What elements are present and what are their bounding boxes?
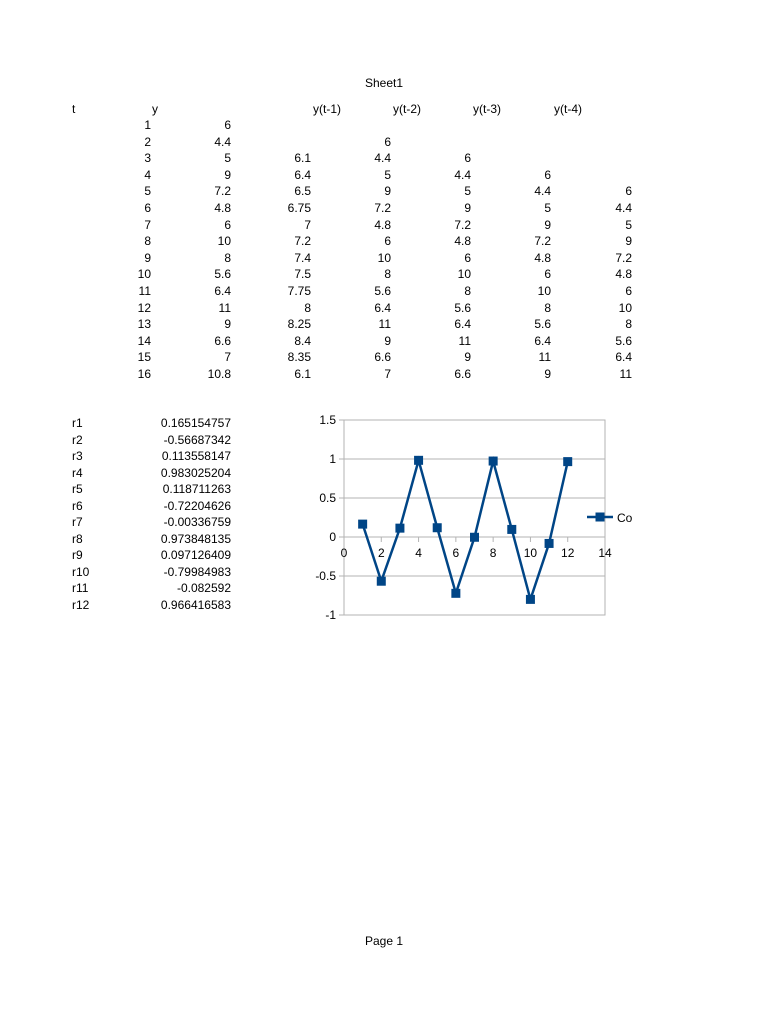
cell-d: 6.4	[374, 300, 391, 315]
cell-f: 9	[544, 367, 551, 381]
cell-f: 4.4	[534, 184, 551, 199]
header-lag1: y(t-1)	[313, 102, 341, 116]
cell-c: 6.5	[294, 184, 311, 199]
y-tick-label: -1	[325, 608, 336, 622]
cell-e: 6.4	[454, 317, 471, 332]
cell-f: 6	[544, 267, 551, 282]
r-value: -0.082592	[176, 581, 231, 595]
r-label: r2	[72, 432, 83, 447]
cell-t: 9	[144, 250, 151, 265]
cell-c: 7.75	[287, 284, 311, 298]
cell-f: 8	[544, 300, 551, 315]
y-tick-label: 1	[329, 452, 336, 466]
r-label: r1	[72, 416, 83, 430]
cell-t: 3	[144, 151, 151, 166]
cell-y: 10	[217, 234, 231, 249]
r-value: 0.165154757	[160, 416, 231, 430]
cell-y: 4.8	[214, 201, 231, 215]
page-footer: Page 1	[364, 934, 404, 948]
cell-t: 1	[144, 118, 151, 132]
cell-y: 9	[224, 317, 231, 332]
cell-c: 6.4	[294, 167, 311, 182]
cell-t: 5	[144, 184, 151, 199]
r-value: 0.983025204	[160, 465, 231, 480]
cell-f: 5.6	[534, 317, 551, 332]
plot-frame	[344, 420, 605, 615]
cell-e: 4.8	[454, 234, 471, 249]
r-label: r10	[72, 564, 90, 579]
data-point	[470, 533, 479, 542]
x-tick-label: 4	[415, 546, 422, 560]
cell-c: 8.35	[287, 350, 311, 365]
cell-c: 7.5	[294, 267, 311, 282]
header-y: y	[152, 102, 158, 116]
chart-legend	[587, 511, 633, 525]
cell-d: 6.6	[374, 350, 391, 365]
r-value: -0.72204626	[163, 498, 231, 513]
cell-c: 6.1	[294, 367, 311, 381]
chart-series	[358, 456, 572, 604]
cell-d: 9	[384, 333, 391, 348]
cell-y: 6.4	[214, 284, 231, 298]
r-value: 0.118711263	[162, 482, 231, 496]
x-tick-label: 0	[340, 546, 348, 560]
r-label: r6	[72, 498, 83, 513]
data-point	[377, 577, 386, 586]
cell-t: 16	[137, 367, 151, 381]
cell-g: 9	[625, 234, 632, 249]
y-tick-label: 0.5	[319, 491, 336, 505]
sheet-title: Sheet1	[364, 76, 404, 90]
data-point	[451, 589, 460, 598]
cell-t: 14	[137, 333, 151, 348]
data-point	[507, 525, 516, 534]
cell-e: 8	[464, 284, 471, 298]
data-point	[545, 539, 554, 548]
cell-c: 8	[304, 300, 311, 315]
cell-y: 11	[218, 300, 231, 315]
cell-t: 6	[144, 201, 151, 215]
y-tick-label: -0.5	[315, 569, 336, 583]
cell-d: 7.2	[374, 201, 391, 215]
r-value: -0.56687342	[163, 432, 231, 447]
cell-c: 7.4	[294, 250, 311, 265]
x-tick-label: 14	[598, 546, 612, 560]
data-point	[489, 457, 498, 466]
cell-t: 12	[137, 300, 151, 315]
cell-e: 4.4	[454, 167, 471, 182]
cell-f: 6	[544, 167, 551, 182]
cell-g: 7.2	[615, 250, 632, 265]
chart-grid	[344, 420, 605, 615]
x-tick-label: 2	[377, 546, 385, 560]
cell-g: 5.6	[615, 333, 632, 348]
cell-y: 5	[224, 151, 231, 166]
cell-y: 8	[224, 250, 231, 265]
cell-f: 10	[537, 284, 551, 298]
cell-f: 11	[538, 350, 551, 365]
cell-e: 9	[464, 350, 471, 365]
legend-label: Co	[617, 511, 633, 525]
cell-f: 9	[544, 217, 551, 232]
cell-d: 7	[384, 367, 391, 381]
cell-t: 7	[144, 217, 151, 232]
cell-y: 4.4	[214, 134, 231, 149]
header-lag3: y(t-3)	[473, 102, 501, 116]
cell-c: 8.25	[287, 317, 311, 332]
cell-f: 6.4	[534, 333, 551, 348]
header-lag4: y(t-4)	[554, 102, 582, 116]
cell-e: 5.6	[454, 300, 471, 315]
cell-y: 10.8	[207, 367, 231, 381]
cell-y: 6	[224, 118, 231, 132]
header-lag2: y(t-2)	[393, 102, 421, 116]
cell-d: 6	[384, 134, 391, 149]
cell-d: 4.8	[374, 217, 391, 232]
r-label: r7	[72, 515, 83, 529]
cell-e: 5	[464, 184, 471, 199]
cell-t: 11	[138, 284, 151, 298]
cell-d: 9	[384, 184, 391, 199]
cell-y: 6.6	[214, 333, 231, 348]
r-label: r8	[72, 531, 83, 546]
x-tick-label: 8	[489, 546, 497, 560]
cell-d: 10	[377, 250, 391, 265]
data-point	[433, 523, 442, 532]
cell-e: 9	[464, 201, 471, 215]
cell-g: 11	[619, 367, 632, 381]
cell-g: 6	[625, 284, 632, 298]
cell-f: 4.8	[534, 250, 551, 265]
r-value: 0.966416583	[160, 597, 231, 612]
r-label: r5	[72, 482, 83, 496]
cell-f: 5	[544, 201, 551, 215]
cell-g: 8	[625, 317, 632, 332]
x-tick-label: 10	[523, 546, 538, 560]
y-tick-label: 0	[329, 530, 336, 544]
r-label: r3	[72, 449, 83, 463]
cell-g: 6	[625, 184, 632, 199]
r-value: -0.00336759	[163, 515, 231, 529]
correlogram-chart	[300, 408, 640, 622]
cell-c: 6.1	[294, 151, 311, 166]
cell-d: 11	[378, 317, 391, 332]
cell-e: 11	[458, 333, 471, 348]
r-value: 0.097126409	[160, 548, 231, 562]
cell-c: 7	[304, 217, 311, 232]
r-label: r12	[72, 597, 90, 612]
cell-y: 7	[224, 350, 231, 365]
cell-d: 5	[384, 167, 391, 182]
x-tick-label: 12	[561, 546, 575, 560]
cell-g: 6.4	[615, 350, 632, 365]
cell-g: 10	[618, 300, 632, 315]
r-label: r11	[72, 581, 89, 595]
cell-y: 5.6	[214, 267, 231, 282]
cell-t: 13	[137, 317, 151, 332]
y-tick-label: 1.5	[319, 413, 336, 427]
cell-e: 7.2	[454, 217, 471, 232]
cell-t: 15	[137, 350, 151, 365]
cell-t: 2	[144, 134, 151, 149]
r-value: 0.113558147	[161, 449, 231, 463]
cell-f: 7.2	[534, 234, 551, 249]
r-value: 0.973848135	[160, 531, 231, 546]
cell-e: 6	[464, 250, 471, 265]
cell-y: 9	[224, 167, 231, 182]
header-t: t	[72, 102, 76, 116]
series-line	[363, 460, 568, 599]
cell-y: 6	[224, 217, 231, 232]
r-label: r9	[72, 548, 83, 562]
data-point	[563, 457, 572, 466]
cell-y: 7.2	[214, 184, 231, 199]
data-point	[395, 524, 404, 533]
cell-g: 4.8	[615, 267, 632, 282]
legend-marker	[596, 513, 605, 522]
r-value: -0.79984983	[163, 564, 231, 579]
cell-c: 8.4	[294, 333, 311, 348]
cell-g: 4.4	[615, 201, 632, 215]
cell-g: 5	[625, 217, 632, 232]
cell-e: 10	[457, 267, 471, 282]
cell-c: 6.75	[287, 201, 311, 215]
cell-d: 5.6	[374, 284, 391, 298]
cell-e: 6	[464, 151, 471, 166]
data-point	[526, 595, 535, 604]
data-point	[358, 520, 367, 529]
chart-axes	[315, 413, 612, 622]
data-point	[414, 456, 423, 465]
cell-t: 8	[144, 234, 151, 249]
cell-e: 6.6	[454, 367, 471, 381]
cell-c: 7.2	[294, 234, 311, 249]
cell-t: 10	[137, 267, 151, 282]
x-tick-label: 6	[452, 546, 460, 560]
cell-d: 6	[384, 234, 391, 249]
r-label: r4	[72, 465, 83, 480]
cell-t: 4	[144, 167, 151, 182]
cell-d: 4.4	[374, 151, 391, 166]
cell-d: 8	[384, 267, 391, 282]
